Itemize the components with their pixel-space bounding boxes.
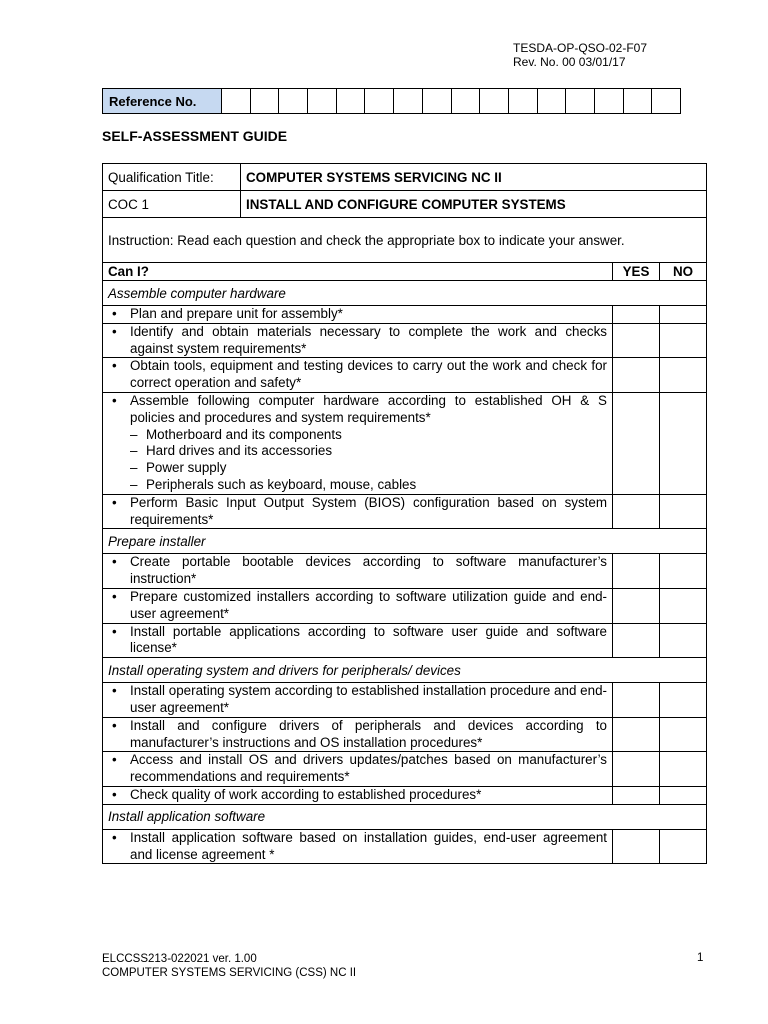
question-text: Check quality of work according to established procedures*	[130, 786, 482, 802]
yes-checkbox[interactable]	[613, 683, 660, 718]
question-row	[103, 752, 707, 787]
bullet-icon: •	[112, 683, 117, 699]
question-cell	[103, 829, 613, 864]
dash-icon: –	[130, 426, 138, 442]
section-title: Install operating system and drivers for peripherals/ devices	[103, 658, 707, 683]
reference-digit-box[interactable]	[365, 89, 394, 114]
question-text: Create portable bootable devices according to software manufacturer’s instruction*	[130, 554, 607, 587]
question-text: Prepare customized installers according to software utilization guide and end-user agreement*	[130, 588, 607, 621]
section-row	[103, 804, 707, 829]
coc-value: INSTALL AND CONFIGURE COMPUTER SYSTEMS	[241, 191, 707, 218]
question-text: Obtain tools, equipment and testing devices to carry out the work and check for correct operation and safety*	[130, 358, 607, 391]
no-checkbox[interactable]	[660, 358, 707, 393]
question-text: Install portable applications according to software user guide and software license*	[130, 623, 607, 656]
reference-digit-box[interactable]	[537, 89, 566, 114]
no-checkbox[interactable]	[660, 829, 707, 864]
question-text: Access and install OS and drivers updates/patches based on manufacturer’s recommendations and requirements*	[130, 752, 607, 785]
question-text: Perform Basic Input Output System (BIOS) configuration based on system requirements*	[130, 494, 607, 527]
section-title: Prepare installer	[103, 529, 707, 554]
yes-checkbox[interactable]	[613, 306, 660, 324]
question-cell	[103, 554, 613, 589]
bullet-icon: •	[112, 358, 117, 374]
revision-number: Rev. No. 00 03/01/17	[513, 55, 626, 69]
question-cell	[103, 494, 613, 529]
bullet-icon: •	[112, 494, 117, 510]
question-cell	[103, 683, 613, 718]
yes-checkbox[interactable]	[613, 829, 660, 864]
sub-item	[130, 460, 607, 477]
question-row	[103, 683, 707, 718]
bullet-icon: •	[112, 323, 117, 339]
reference-digit-box[interactable]	[222, 89, 251, 114]
question-row	[103, 554, 707, 589]
question-cell	[103, 786, 613, 804]
question-cell	[103, 588, 613, 623]
question-cell	[103, 358, 613, 393]
sub-item	[130, 477, 607, 494]
reference-label: Reference No.	[103, 89, 222, 114]
reference-digit-box[interactable]	[422, 89, 451, 114]
yes-checkbox[interactable]	[613, 717, 660, 752]
question-row	[103, 786, 707, 804]
reference-digit-box[interactable]	[480, 89, 509, 114]
reference-number-table	[102, 88, 681, 114]
yes-checkbox[interactable]	[613, 554, 660, 589]
no-checkbox[interactable]	[660, 786, 707, 804]
question-cell	[103, 392, 613, 494]
yes-checkbox[interactable]	[613, 752, 660, 787]
bullet-icon: •	[112, 392, 117, 408]
bullet-icon: •	[112, 786, 117, 802]
sub-item-text: Peripherals such as keyboard, mouse, cables	[146, 476, 417, 492]
dash-icon: –	[130, 476, 138, 492]
no-checkbox[interactable]	[660, 306, 707, 324]
qualification-value: COMPUTER SYSTEMS SERVICING NC II	[241, 164, 707, 191]
question-text: Install and configure drivers of peripherals and devices according to manufacturer’s instructions and OS installation procedures*	[130, 717, 607, 750]
reference-digit-box[interactable]	[336, 89, 365, 114]
bullet-icon: •	[112, 623, 117, 639]
page-number: 1	[697, 952, 704, 964]
question-row	[103, 623, 707, 658]
question-cell	[103, 717, 613, 752]
sub-item	[130, 427, 607, 444]
qualification-row	[103, 164, 707, 191]
reference-digit-box[interactable]	[279, 89, 308, 114]
instruction-text: Instruction: Read each question and check the appropriate box to indicate your answer.	[103, 218, 707, 263]
question-row	[103, 717, 707, 752]
bullet-icon: •	[112, 829, 117, 845]
yes-checkbox[interactable]	[613, 392, 660, 494]
reference-digit-box[interactable]	[250, 89, 279, 114]
bullet-icon: •	[112, 717, 117, 733]
sub-item	[130, 443, 607, 460]
question-text: Install operating system according to established installation procedure and end-user agreement*	[130, 683, 607, 715]
reference-digit-box[interactable]	[623, 89, 652, 114]
no-checkbox[interactable]	[660, 323, 707, 358]
sub-item-text: Power supply	[146, 460, 227, 476]
yes-checkbox[interactable]	[613, 358, 660, 393]
coc-label: COC 1	[103, 191, 241, 218]
question-cell	[103, 306, 613, 324]
reference-digit-box[interactable]	[451, 89, 480, 114]
no-checkbox[interactable]	[660, 588, 707, 623]
question-cell	[103, 323, 613, 358]
form-code-block	[513, 41, 647, 69]
bullet-icon: •	[112, 588, 117, 604]
form-code: TESDA-OP-QSO-02-F07	[513, 41, 648, 55]
question-row	[103, 829, 707, 864]
footer	[102, 952, 356, 980]
footer-doc-code: ELCCSS213-022021 ver. 1.00	[102, 953, 257, 965]
no-checkbox[interactable]	[660, 683, 707, 718]
question-text: Assemble following computer hardware according to established OH & S policies and procedures and system requirements*	[130, 392, 607, 425]
question-text: Plan and prepare unit for assembly*	[130, 306, 343, 321]
question-text: Install application software based on installation guides, end-user agreement and license agreement *	[130, 829, 607, 862]
yes-checkbox[interactable]	[613, 588, 660, 623]
qualification-label: Qualification Title:	[103, 164, 241, 191]
dash-icon: –	[130, 460, 138, 476]
question-cell	[103, 752, 613, 787]
bullet-icon: •	[112, 752, 117, 768]
bullet-icon: •	[112, 306, 117, 321]
question-cell	[103, 623, 613, 658]
sub-item-text: Hard drives and its accessories	[146, 443, 333, 459]
dash-icon: –	[130, 443, 138, 459]
reference-digit-box[interactable]	[394, 89, 423, 114]
coc-row	[103, 191, 707, 218]
section-row	[103, 529, 707, 554]
sub-item-text: Motherboard and its components	[146, 426, 342, 442]
instruction-row	[103, 218, 707, 263]
yes-checkbox[interactable]	[613, 323, 660, 358]
column-header-row	[103, 263, 707, 281]
no-checkbox[interactable]	[660, 392, 707, 494]
reference-digit-box[interactable]	[308, 89, 337, 114]
question-row	[103, 588, 707, 623]
section-title: Assemble computer hardware	[103, 281, 707, 306]
no-checkbox[interactable]	[660, 717, 707, 752]
self-assessment-table	[102, 163, 707, 864]
no-checkbox[interactable]	[660, 752, 707, 787]
reference-digit-box[interactable]	[594, 89, 623, 114]
section-row	[103, 281, 707, 306]
yes-checkbox[interactable]	[613, 786, 660, 804]
question-row	[103, 358, 707, 393]
page-title: SELF-ASSESSMENT GUIDE	[102, 128, 288, 144]
no-checkbox[interactable]	[660, 554, 707, 589]
reference-digit-box[interactable]	[566, 89, 595, 114]
yes-header: YES	[613, 263, 660, 281]
bullet-icon: •	[112, 554, 117, 570]
section-title: Install application software	[103, 804, 707, 829]
no-checkbox[interactable]	[660, 623, 707, 658]
reference-digit-box[interactable]	[508, 89, 537, 114]
question-row	[103, 306, 707, 324]
no-checkbox[interactable]	[660, 494, 707, 529]
reference-digit-box[interactable]	[652, 89, 681, 114]
question-row	[103, 323, 707, 358]
question-row	[103, 392, 707, 494]
yes-checkbox[interactable]	[613, 623, 660, 658]
can-i-header: Can I?	[103, 263, 613, 281]
section-row	[103, 658, 707, 683]
question-row	[103, 494, 707, 529]
question-text: Identify and obtain materials necessary to complete the work and checks against system requirements*	[130, 323, 607, 356]
footer-program: COMPUTER SYSTEMS SERVICING (CSS) NC II	[102, 967, 357, 979]
no-header: NO	[660, 263, 707, 281]
yes-checkbox[interactable]	[613, 494, 660, 529]
